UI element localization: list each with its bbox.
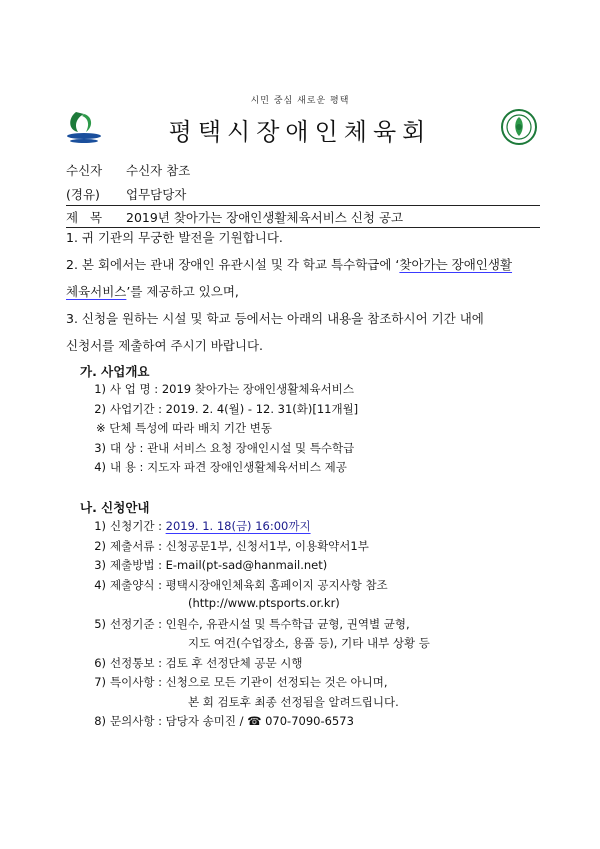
section-a-title: 가. 사업개요 [80, 364, 150, 379]
list-item-continuation: 본 회 검토후 최종 선정됨을 알려드립니다. [188, 694, 399, 709]
item-value: 인원수, 유관시설 및 특수학급 균형, 권역별 균형, [165, 616, 410, 631]
item-colon: : [135, 440, 148, 455]
item-number: 2) [94, 538, 106, 553]
item-label: 대 상 [110, 440, 136, 455]
item-colon: : [154, 519, 166, 533]
item-value: 2019. 1. 18(금) 16:00까지 [165, 519, 311, 533]
recipient-value: 수신자 참조 [126, 163, 191, 178]
item-colon: : [154, 675, 166, 689]
item-number: 2) [94, 401, 106, 416]
item-number: 4) [94, 577, 106, 592]
item-label: 제출방법 [110, 558, 155, 572]
item-label: 선정기준 [110, 616, 155, 631]
paragraph-2-cont: 체육서비스’를 제공하고 있으며, [66, 284, 239, 299]
item-value: 담당자 송미진 / ☎ 070-7090-6573 [165, 714, 354, 728]
list-item [80, 459, 347, 475]
list-item [80, 557, 327, 573]
item-value: 신청공문1부, 신청서1부, 이용확약서1부 [165, 538, 369, 553]
subject-value: 2019년 찾아가는 장애인생활체육서비스 신청 공고 [126, 210, 404, 225]
list-item-continuation: 지도 여건(수업장소, 용품 등), 기타 내부 상황 등 [188, 636, 430, 650]
item-label: 제출서류 [110, 538, 155, 553]
body-paragraphs [66, 224, 546, 359]
via-row [66, 185, 186, 203]
item-label: 사 업 명 [110, 382, 151, 396]
item-colon: : [154, 655, 166, 670]
item-number: 5) [94, 616, 106, 631]
list-item [80, 713, 354, 729]
via-value: 업무담당자 [126, 187, 187, 202]
item-number: 1) [94, 382, 106, 396]
item-value: 관내 서비스 요청 장애인시설 및 특수학급 [147, 440, 355, 455]
item-value: 지도자 파견 장애인생활체육서비스 제공 [147, 460, 347, 474]
item-value: 신청으로 모든 기관이 선정되는 것은 아니며, [165, 675, 388, 689]
list-item-continuation: (http://www.ptsports.or.kr) [188, 596, 340, 610]
item-label: 선정통보 [110, 655, 155, 670]
item-label: 사업기간 [110, 401, 155, 416]
item-value: 2019. 2. 4(월) - 12. 31(화)[11개월] [165, 401, 359, 416]
list-item [80, 655, 302, 671]
item-number: 1) [94, 519, 106, 533]
item-number: 7) [94, 675, 106, 689]
slogan: 시민 중심 새로운 평택 [250, 96, 350, 106]
item-number: 3) [94, 440, 106, 455]
list-item [80, 674, 388, 690]
paragraph-3-cont: 신청서를 제출하여 주시기 바랍니다. [66, 338, 264, 353]
item-value: 평택시장애인체육회 홈페이지 공지사항 참조 [165, 577, 388, 592]
item-colon: : [135, 460, 148, 474]
list-item [80, 381, 354, 397]
list-item [80, 518, 311, 534]
list-item [80, 616, 410, 632]
list-item [80, 440, 354, 456]
paragraph-1: 1. 귀 기관의 무궁한 발전을 기원합니다. [66, 230, 283, 245]
item-number: 3) [94, 558, 106, 572]
list-item [96, 420, 272, 436]
item-label: 신청기간 [110, 519, 155, 533]
item-colon: : [154, 714, 166, 728]
item-label: 내 용 [110, 460, 136, 474]
item-value: 2019 찾아가는 장애인생활체육서비스 [161, 382, 354, 396]
item-number: 4) [94, 460, 106, 474]
item-value: E-mail(pt-sad@hanmail.net) [165, 558, 328, 572]
list-item [80, 538, 369, 554]
recipient-row [66, 161, 190, 179]
item-colon: : [154, 401, 166, 416]
recipient-label: 수신자 [66, 163, 103, 178]
item-value: 검토 후 선정단체 공문 시행 [165, 655, 303, 670]
list-item [80, 401, 358, 417]
item-colon: : [154, 577, 166, 592]
item-label: 문의사항 [110, 714, 155, 728]
service-name-highlight: 찾아가는 장애인생활 [399, 257, 513, 272]
item-colon: : [154, 538, 166, 553]
divider-top [66, 205, 540, 206]
service-name-highlight-cont: 체육서비스 [66, 284, 127, 299]
paragraph-3: 3. 신청을 원하는 시설 및 학교 등에서는 아래의 내용을 참조하시어 기간 내에 [66, 311, 484, 326]
via-label: (경유) [66, 187, 100, 202]
item-colon: : [154, 558, 166, 572]
sports-association-seal-icon [501, 109, 537, 145]
paragraph-2: 2. 본 회에서는 관내 장애인 유관시설 및 각 학교 특수학급에 ‘찾아가는 장애인생활 [66, 257, 513, 272]
org-title: 평택시장애인체육회 [168, 118, 432, 146]
list-item [80, 577, 388, 593]
item-label: 특이사항 [110, 675, 155, 689]
subject-label: 제 목 [66, 210, 103, 225]
item-colon: : [150, 382, 162, 396]
item-colon: : [154, 616, 166, 631]
note-text: ※ 단체 특성에 따라 배치 기간 변동 [96, 421, 272, 435]
item-number: 6) [94, 655, 106, 670]
section-b-title: 나. 신청안내 [80, 500, 150, 515]
item-number: 8) [94, 714, 106, 728]
item-label: 제출양식 [110, 577, 155, 592]
